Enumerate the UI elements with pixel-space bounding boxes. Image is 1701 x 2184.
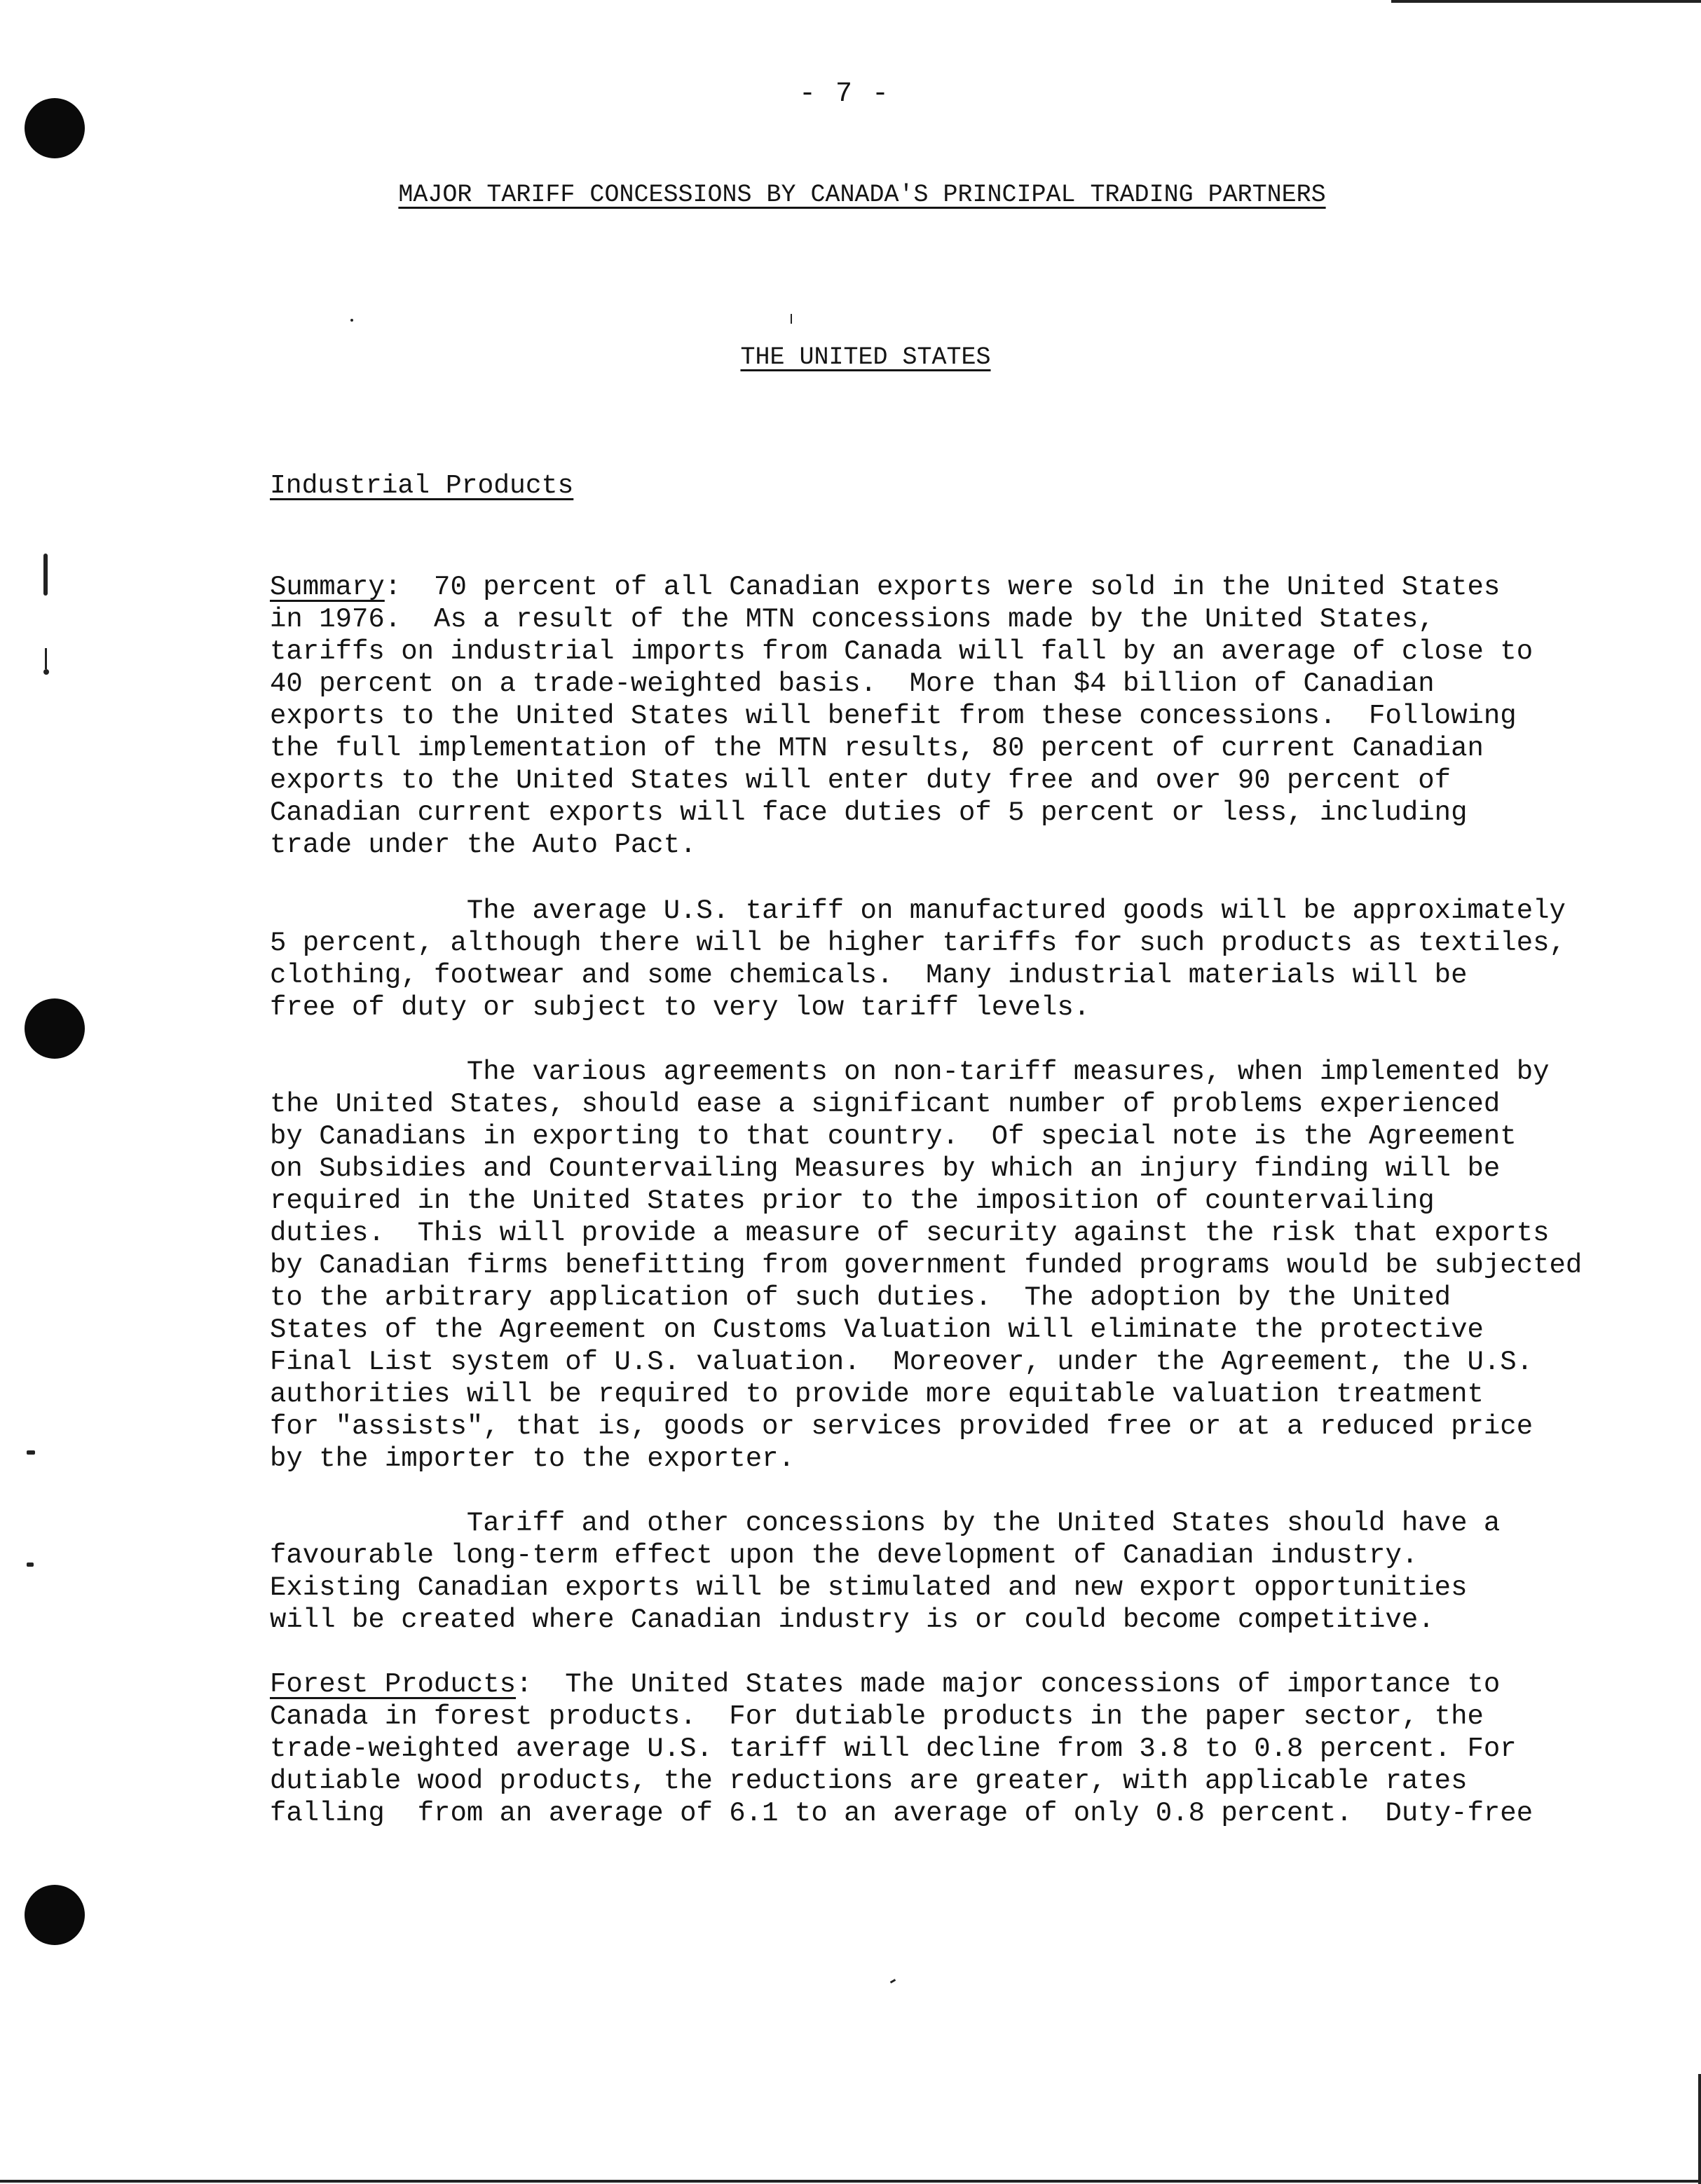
- scan-speck: [350, 319, 353, 322]
- margin-mark: [27, 1563, 34, 1567]
- body-paragraph: Tariff and other concessions by the United States should have a favourable long-term effect upon the development of Canadian industry. Existing Canadian exports will be stimulated and new export opportunities will be created where Canadian industry is or could become competitive.: [270, 1508, 1501, 1635]
- punch-hole-middle: [25, 998, 85, 1059]
- summary-paragraph: [270, 571, 1601, 861]
- page-number: - 7 -: [799, 78, 891, 110]
- scan-speck: [791, 314, 792, 324]
- document-title: [0, 181, 1701, 209]
- subsection-heading: [270, 471, 573, 501]
- punch-hole-top: [25, 98, 85, 158]
- section-title-text: THE UNITED STATES: [740, 343, 991, 371]
- scan-speck: [890, 1979, 896, 1984]
- margin-mark: [27, 1450, 35, 1455]
- forest-products-paragraph: [270, 1668, 1601, 1829]
- section-title: [0, 343, 1701, 371]
- body-paragraph: The various agreements on non-tariff measures, when implemented by the United States, should ease a significant number of problems experienced by Canadians in exporting to that country. Of special note is the Agreement on Subsidies and Countervailing Measures by which an injury finding will be required in the United States prior to the imposition of countervailing duties. This will provide a measure of security against the risk that exports by Canadian firms benefitting from government funded programs would be subjected to the arbitrary application of such duties. The adoption by the United States of the Agreement on Customs Valuation will eliminate the protective Final List system of U.S. valuation. Moreover, under the Agreement, the U.S. authorities will be required to provide more equitable valuation treatment for "assists", that is, goods or services provided free or at a reduced price by the importer to the exporter.: [270, 1057, 1583, 1474]
- summary-label: Summary: [270, 572, 385, 603]
- margin-mark: [45, 648, 47, 669]
- scan-edge-bottom: [0, 2180, 1701, 2183]
- margin-mark: [43, 669, 49, 675]
- document-title-text: MAJOR TARIFF CONCESSIONS BY CANADA'S PRINCIPAL TRADING PARTNERS: [398, 181, 1326, 209]
- forest-products-label: Forest Products: [270, 1669, 517, 1700]
- summary-text: : 70 percent of all Canadian exports were sold in the United States in 1976. As a result of the MTN concessions made by the United States, tariffs on industrial imports from Canada will fall by an average of close to 40 percent on a trade-weighted basis. More than $4 billion of Canadian exports to the United States will benefit from these concessions. Following the full implementation of the MTN results, 80 percent of current Canadian exports to the United States will enter duty free and over 90 percent of Canadian current exports will face duties of 5 percent or less, including trade under the Auto Pact.: [270, 572, 1533, 860]
- subsection-heading-text: Industrial Products: [270, 471, 574, 501]
- margin-mark: [43, 554, 48, 596]
- punch-hole-bottom: [25, 1885, 85, 1945]
- scan-edge-top: [1391, 0, 1701, 3]
- forest-products-text: : The United States made major concessions of importance to Canada in forest products. For dutiable products in the paper sector, the trade-weighted average U.S. tariff will decline from 3.8 to 0.8 percent. For dutiable wood products, the reductions are greater, with applicable rates falling from an average of 6.1 to an average of only 0.8 percent. Duty-free: [270, 1669, 1533, 1829]
- body-paragraph: The average U.S. tariff on manufactured goods will be approximately 5 percent, although there will be higher tariffs for such products as textiles, clothing, footwear and some chemicals. Many industrial materials will be free of duty or subject to very low tariff levels.: [270, 895, 1566, 1023]
- scan-edge-right: [1698, 2074, 1701, 2184]
